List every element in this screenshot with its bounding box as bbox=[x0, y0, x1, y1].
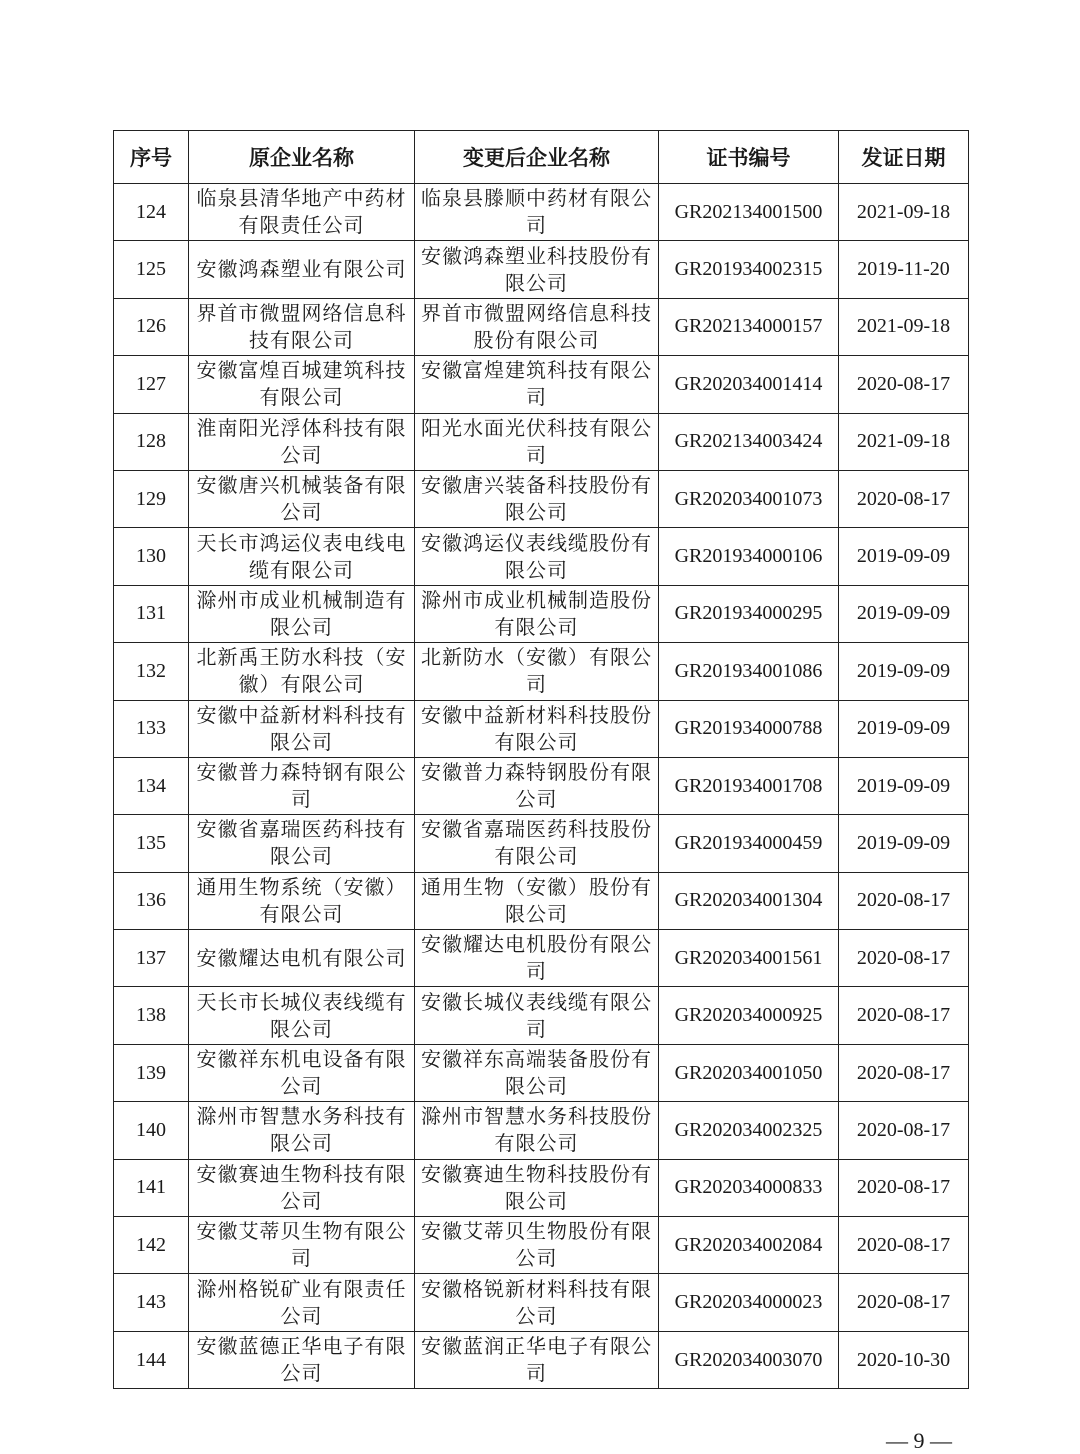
cell-new-name: 阳光水面光伏科技有限公司 bbox=[415, 413, 659, 470]
cell-cert-no: GR202034001304 bbox=[659, 872, 839, 929]
cell-serial: 129 bbox=[114, 470, 189, 527]
cell-cert-no: GR202034001414 bbox=[659, 356, 839, 413]
table-row bbox=[114, 1102, 969, 1159]
cell-new-name: 滁州市智慧水务科技股份有限公司 bbox=[415, 1102, 659, 1159]
header-new-name: 变更后企业名称 bbox=[415, 131, 659, 184]
cell-old-name: 安徽祥东机电设备有限公司 bbox=[189, 1044, 415, 1101]
cell-old-name: 临泉县清华地产中药材有限责任公司 bbox=[189, 184, 415, 241]
cell-new-name: 安徽长城仪表线缆有限公司 bbox=[415, 987, 659, 1044]
cell-serial: 132 bbox=[114, 643, 189, 700]
cell-old-name: 滁州市智慧水务科技有限公司 bbox=[189, 1102, 415, 1159]
table-row bbox=[114, 413, 969, 470]
table-row bbox=[114, 298, 969, 355]
cell-serial: 136 bbox=[114, 872, 189, 929]
table-row bbox=[114, 987, 969, 1044]
cell-old-name: 安徽艾蒂贝生物有限公司 bbox=[189, 1217, 415, 1274]
cell-issue-date: 2020-08-17 bbox=[839, 1274, 969, 1331]
cell-new-name: 安徽赛迪生物科技股份有限公司 bbox=[415, 1159, 659, 1216]
header-issue-date: 发证日期 bbox=[839, 131, 969, 184]
cell-new-name: 安徽普力森特钢股份有限公司 bbox=[415, 757, 659, 814]
cell-issue-date: 2019-11-20 bbox=[839, 241, 969, 298]
cell-serial: 127 bbox=[114, 356, 189, 413]
cell-issue-date: 2020-08-17 bbox=[839, 1102, 969, 1159]
cell-cert-no: GR201934001708 bbox=[659, 757, 839, 814]
table-row bbox=[114, 241, 969, 298]
cell-issue-date: 2020-08-17 bbox=[839, 1159, 969, 1216]
cell-new-name: 界首市微盟网络信息科技股份有限公司 bbox=[415, 298, 659, 355]
cell-cert-no: GR201934001086 bbox=[659, 643, 839, 700]
table-row bbox=[114, 356, 969, 413]
cell-cert-no: GR202034003070 bbox=[659, 1331, 839, 1388]
table-row bbox=[114, 1331, 969, 1388]
cell-old-name: 安徽唐兴机械装备有限公司 bbox=[189, 470, 415, 527]
cell-serial: 144 bbox=[114, 1331, 189, 1388]
cell-new-name: 安徽中益新材料科技股份有限公司 bbox=[415, 700, 659, 757]
cell-old-name: 天长市鸿运仪表电线电缆有限公司 bbox=[189, 528, 415, 585]
cell-new-name: 北新防水（安徽）有限公司 bbox=[415, 643, 659, 700]
cell-cert-no: GR202034001561 bbox=[659, 930, 839, 987]
cell-old-name: 安徽耀达电机有限公司 bbox=[189, 930, 415, 987]
table-row bbox=[114, 1044, 969, 1101]
company-name-change-table bbox=[113, 130, 969, 1389]
cell-new-name: 安徽艾蒂贝生物股份有限公司 bbox=[415, 1217, 659, 1274]
cell-serial: 128 bbox=[114, 413, 189, 470]
cell-old-name: 天长市长城仪表线缆有限公司 bbox=[189, 987, 415, 1044]
cell-cert-no: GR201934002315 bbox=[659, 241, 839, 298]
page-number: — 9 — bbox=[886, 1428, 952, 1453]
table-row bbox=[114, 184, 969, 241]
cell-issue-date: 2020-08-17 bbox=[839, 987, 969, 1044]
cell-new-name: 安徽富煌建筑科技有限公司 bbox=[415, 356, 659, 413]
cell-cert-no: GR201934000295 bbox=[659, 585, 839, 642]
cell-new-name: 安徽鸿运仪表线缆股份有限公司 bbox=[415, 528, 659, 585]
cell-new-name: 安徽格锐新材料科技有限公司 bbox=[415, 1274, 659, 1331]
cell-cert-no: GR201934000788 bbox=[659, 700, 839, 757]
cell-new-name: 滁州市成业机械制造股份有限公司 bbox=[415, 585, 659, 642]
cell-issue-date: 2019-09-09 bbox=[839, 700, 969, 757]
cell-serial: 131 bbox=[114, 585, 189, 642]
table-row bbox=[114, 528, 969, 585]
table-row bbox=[114, 643, 969, 700]
table-row bbox=[114, 700, 969, 757]
cell-issue-date: 2020-08-17 bbox=[839, 1217, 969, 1274]
table-header bbox=[114, 131, 969, 184]
cell-old-name: 滁州市成业机械制造有限公司 bbox=[189, 585, 415, 642]
cell-issue-date: 2020-08-17 bbox=[839, 1044, 969, 1101]
cell-new-name: 临泉县滕顺中药材有限公司 bbox=[415, 184, 659, 241]
cell-cert-no: GR202034000023 bbox=[659, 1274, 839, 1331]
table-row bbox=[114, 815, 969, 872]
cell-old-name: 淮南阳光浮体科技有限公司 bbox=[189, 413, 415, 470]
cell-issue-date: 2020-08-17 bbox=[839, 356, 969, 413]
cell-serial: 142 bbox=[114, 1217, 189, 1274]
cell-issue-date: 2021-09-18 bbox=[839, 413, 969, 470]
table-row bbox=[114, 872, 969, 929]
cell-issue-date: 2020-08-17 bbox=[839, 470, 969, 527]
table-row bbox=[114, 930, 969, 987]
table-row bbox=[114, 470, 969, 527]
cell-cert-no: GR202034002325 bbox=[659, 1102, 839, 1159]
cell-issue-date: 2019-09-09 bbox=[839, 757, 969, 814]
cell-new-name: 安徽省嘉瑞医药科技股份有限公司 bbox=[415, 815, 659, 872]
table-row bbox=[114, 757, 969, 814]
cell-cert-no: GR202134001500 bbox=[659, 184, 839, 241]
cell-issue-date: 2019-09-09 bbox=[839, 643, 969, 700]
cell-serial: 125 bbox=[114, 241, 189, 298]
cell-new-name: 安徽唐兴装备科技股份有限公司 bbox=[415, 470, 659, 527]
cell-old-name: 安徽鸿森塑业有限公司 bbox=[189, 241, 415, 298]
cell-serial: 124 bbox=[114, 184, 189, 241]
cell-new-name: 安徽耀达电机股份有限公司 bbox=[415, 930, 659, 987]
cell-cert-no: GR202134000157 bbox=[659, 298, 839, 355]
cell-cert-no: GR202034001073 bbox=[659, 470, 839, 527]
cell-cert-no: GR201934000106 bbox=[659, 528, 839, 585]
cell-cert-no: GR201934000459 bbox=[659, 815, 839, 872]
table-row bbox=[114, 585, 969, 642]
cell-old-name: 安徽普力森特钢有限公司 bbox=[189, 757, 415, 814]
cell-issue-date: 2020-10-30 bbox=[839, 1331, 969, 1388]
cell-issue-date: 2019-09-09 bbox=[839, 528, 969, 585]
header-old-name: 原企业名称 bbox=[189, 131, 415, 184]
cell-serial: 130 bbox=[114, 528, 189, 585]
cell-new-name: 安徽鸿森塑业科技股份有限公司 bbox=[415, 241, 659, 298]
cell-old-name: 安徽省嘉瑞医药科技有限公司 bbox=[189, 815, 415, 872]
cell-serial: 140 bbox=[114, 1102, 189, 1159]
cell-serial: 126 bbox=[114, 298, 189, 355]
header-row bbox=[114, 131, 969, 184]
cell-serial: 141 bbox=[114, 1159, 189, 1216]
table-row bbox=[114, 1217, 969, 1274]
cell-issue-date: 2021-09-18 bbox=[839, 184, 969, 241]
cell-issue-date: 2020-08-17 bbox=[839, 930, 969, 987]
cell-old-name: 北新禹王防水科技（安徽）有限公司 bbox=[189, 643, 415, 700]
cell-issue-date: 2020-08-17 bbox=[839, 872, 969, 929]
cell-serial: 135 bbox=[114, 815, 189, 872]
cell-cert-no: GR202034000833 bbox=[659, 1159, 839, 1216]
cell-old-name: 界首市微盟网络信息科技有限公司 bbox=[189, 298, 415, 355]
cell-old-name: 通用生物系统（安徽）有限公司 bbox=[189, 872, 415, 929]
cell-serial: 137 bbox=[114, 930, 189, 987]
cell-serial: 143 bbox=[114, 1274, 189, 1331]
cell-old-name: 滁州格锐矿业有限责任公司 bbox=[189, 1274, 415, 1331]
header-serial: 序号 bbox=[114, 131, 189, 184]
table-row bbox=[114, 1274, 969, 1331]
cell-issue-date: 2019-09-09 bbox=[839, 815, 969, 872]
cell-new-name: 安徽祥东高端装备股份有限公司 bbox=[415, 1044, 659, 1101]
cell-issue-date: 2021-09-18 bbox=[839, 298, 969, 355]
cell-cert-no: GR202034000925 bbox=[659, 987, 839, 1044]
table-body bbox=[114, 184, 969, 1389]
cell-cert-no: GR202034001050 bbox=[659, 1044, 839, 1101]
cell-old-name: 安徽蓝德正华电子有限公司 bbox=[189, 1331, 415, 1388]
cell-old-name: 安徽富煌百城建筑科技有限公司 bbox=[189, 356, 415, 413]
cell-issue-date: 2019-09-09 bbox=[839, 585, 969, 642]
cell-old-name: 安徽赛迪生物科技有限公司 bbox=[189, 1159, 415, 1216]
cell-serial: 133 bbox=[114, 700, 189, 757]
cell-new-name: 安徽蓝润正华电子有限公司 bbox=[415, 1331, 659, 1388]
cell-serial: 134 bbox=[114, 757, 189, 814]
cell-cert-no: GR202134003424 bbox=[659, 413, 839, 470]
header-cert-no: 证书编号 bbox=[659, 131, 839, 184]
cell-serial: 138 bbox=[114, 987, 189, 1044]
table-row bbox=[114, 1159, 969, 1216]
cell-old-name: 安徽中益新材料科技有限公司 bbox=[189, 700, 415, 757]
cell-cert-no: GR202034002084 bbox=[659, 1217, 839, 1274]
cell-serial: 139 bbox=[114, 1044, 189, 1101]
cell-new-name: 通用生物（安徽）股份有限公司 bbox=[415, 872, 659, 929]
